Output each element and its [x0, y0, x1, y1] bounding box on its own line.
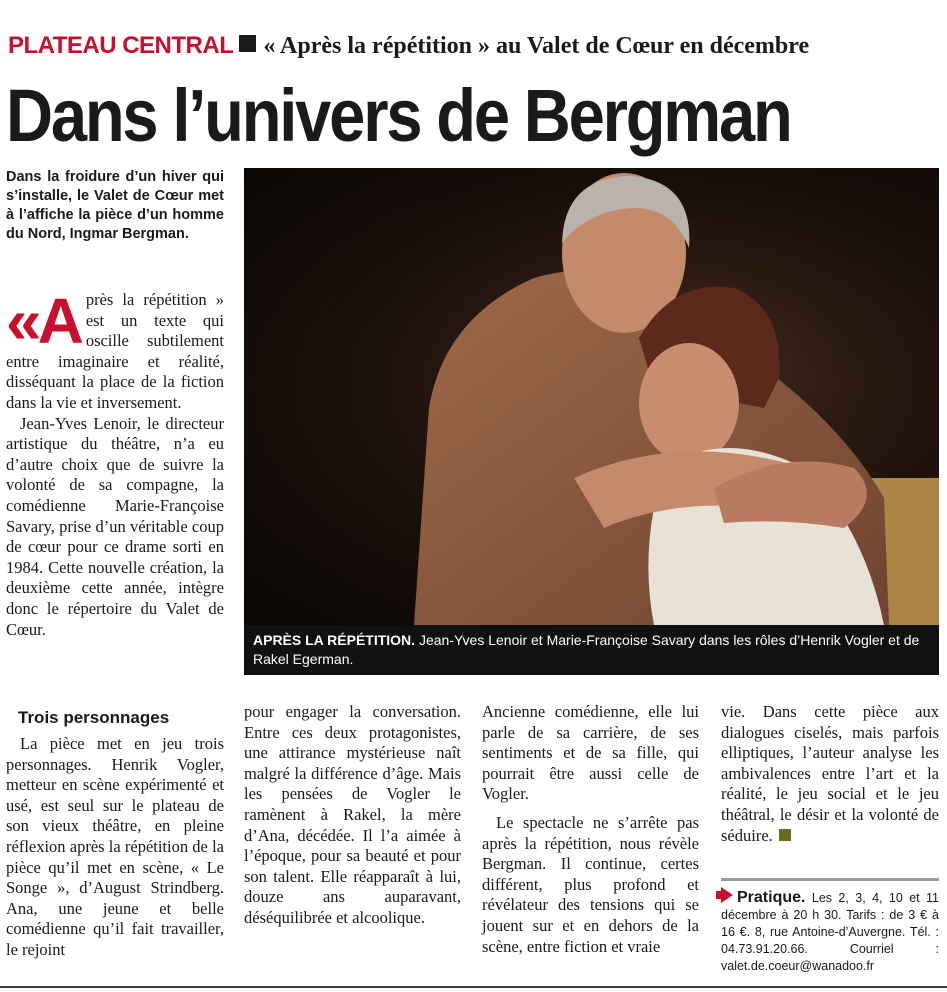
paragraph-1: [6, 285, 224, 414]
pratique-box: [721, 878, 939, 975]
arrow-right-icon: [721, 887, 733, 903]
paragraph-4: Ancienne comédienne, elle lui parle de sa carrière, de ses sentiments et de sa fille, qui pourrait être aussi celle de Vogler.: [482, 702, 699, 804]
column-1-bottom: [6, 734, 224, 961]
column-4: [721, 702, 939, 846]
caption-lead: APRÈS LA RÉPÉTITION.: [253, 632, 416, 648]
paragraph-5-continued: [721, 702, 939, 846]
photo-caption: [244, 625, 939, 675]
paragraph-2: Jean-Yves Lenoir, le directeur artistique du théâtre, n’a eu d’autre choix que de suivre la volonté de sa compagne, la comédienne Marie-Françoise Savary, prise d’un véritable coup de cœur pour ce drame sorti en 1984. Cette nouvelle création, la deuxième cette année, intègre donc le répertoire du Valet de Cœur.: [6, 413, 224, 639]
rubric-label: PLATEAU CENTRAL: [8, 32, 234, 59]
pratique-title: Pratique.: [737, 889, 806, 906]
paragraph-5: Le spectacle ne s’arrête pas après la répétition, nous révèle Bergman. Il continue, certes différent, plus profond et révélateur des tensions qui se jouent sur et en dehors de la scène, entre fiction et vraie: [482, 812, 699, 956]
column-1: [6, 285, 224, 640]
drop-cap: «A: [6, 285, 80, 357]
column-3: [482, 702, 699, 957]
end-square-icon: [779, 829, 791, 841]
kicker-subtitle: « Après la répétition » au Valet de Cœur en décembre: [263, 33, 810, 59]
paragraph-3-continued: pour engager la conversation. Entre ces deux protagonistes, une attirance mystérieuse naît malgré la différence d’âge. Mais les pensées de Vogler le ramènent à Rakel, la mère d’Ana, décédée. Il l’a aimée à l’époque, pour sa beauté et pour son talent. Elle réapparaît à lui, douze ans auparavant, déséquilibrée et alcoolique.: [244, 702, 461, 927]
paragraph-1-text: près la répétition » est un texte qui oscille subtilement entre imaginaire et réalité, disséquant la place de la fiction dans la vie et inversement.: [6, 290, 224, 412]
stage-photo: [244, 168, 939, 625]
chapo: Dans la froidure d’un hiver qui s’installe, le Valet de Cœur met à l’affiche la pièce d’un homme du Nord, Ingmar Bergman.: [6, 169, 224, 242]
paragraph-3: La pièce met en jeu trois personnages. Henrik Vogler, metteur en scène expérimenté et usé, est seul sur le plateau de son vieux théâtre, en pleine réflexion après la répétition de la pièce qu’il met en scène, « Le Songe », d’August Strindberg. Ana, une jeune et belle comédienne qu’il fait travailler, le rejoint: [6, 734, 224, 959]
embrace-photo-illustration: [244, 168, 939, 625]
kicker-square-icon: [239, 35, 256, 52]
bottom-rule: [0, 986, 947, 988]
headline: Dans l’univers de Bergman: [6, 74, 791, 157]
pratique-text: Les 2, 3, 4, 10 et 11 décembre à 20 h 30. Tarifs : de 3 € à 16 €. 8, rue Antoine-d’Auvergne. Tél. : 04.73.91.20.66. Courriel : valet.de.coeur@wanadoo.fr: [721, 891, 939, 973]
caption-text: Jean-Yves Lenoir et Marie-Françoise Savary dans les rôles d’Henrik Vogler et de Rakel Egerman.: [253, 632, 920, 667]
kicker: [8, 31, 943, 61]
subhead: Trois personnages: [18, 708, 170, 727]
column-2: [244, 702, 461, 929]
paragraph-5-continued-text: vie. Dans cette pièce aux dialogues ciselés, mais parfois elliptiques, l’auteur analyse les ambivalences entre l’art et la réalité, le jeu social et le jeu théâtral, le désir et la volonté de séduire.: [721, 702, 939, 845]
